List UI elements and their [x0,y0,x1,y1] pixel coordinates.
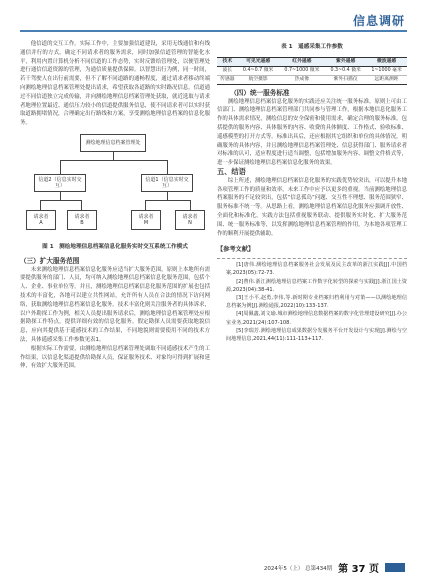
center-box: 测绘地理信息档案管理处 [80,134,146,152]
reference-item: [4]周佩鑫,刘文瑜.城市测绘地理信息数据档案的数字化管理建设研究[J].办公室业务,2021(24):107-108. [226,311,407,326]
connector [145,200,191,201]
requester-label: 请求者 [33,213,49,220]
paragraph: 综上所述，测绘地理信息档案信息化服务的实践优势较突出，可以提升本地各项管理工作的质量和效率，未来工作中应予以更多的重视。当前测绘地理信息档案服务的不足较突出，包括“信息孤岛”问题、交互性不理想、服务范围狭窄、服务标准不统一等。从思路上看，测绘地理信息档案信息化服务应强调开放性、全面化和标准化，实践方法包括重视服务联动、提供服务实时化、扩大服务范围、统一服务标准等，以发挥测绘地理信息档案管理的作用，为本地各项管理工作的顺利开展提供辅助。 [217,177,407,237]
paragraph: 未来测绘地理信息档案信息化服务应适当扩大服务范围，原则上本地所有需要提供服务的部门、人员，均可纳入测绘地理信息档案信息化服务范围，包括个人、企业、事业单位等。并且，测绘地理信息档案信息化服务范围的扩展也包括技术的丰富化，各地可以建立共性网站，允许所有人员在合法的情况下访问网络，获取测绘地理信息档案信息化服务。技术丰富化则关注服务者的具体诉求，以户外勘探工作为例，相关人员提出服务请求后，测绘地理信息档案管理处应根据勘探工作特点，提供详细有效的信息化服务。假定勘探人员需要获取地貌信息，应向其提供基于遥感技术的工作结果，不同地貌则需要使用不同的技术方法，具体遥感采集工作参数见表1。 [20,266,210,343]
reference-item: [5]李瑞芳.测绘地理信息成果数据分发服务平台开发设计与实现[J].测绘与空间地理信息,2021,44(11):111-113+117. [226,327,407,342]
references-title: 【参考文献】 [217,246,255,254]
table-header: 技术 [217,57,238,66]
reference-item: [3]王小平,赵勇,李伟,等.新时期专业档案归档利用与对策——以测绘地理信息档案为例[J].测绘通报,2022(10):133-137. [226,294,407,310]
page-number: 第 37 页 [338,564,379,575]
connector [60,192,61,200]
table-cell: 传感器 [217,75,238,84]
connector [40,200,82,201]
table-header: 微波遥感 [366,57,407,66]
connector [145,200,146,210]
table-cell: 0.7~1000 微米 [279,66,326,75]
requester-label: 请求者 [138,213,154,220]
subheading: （四）统一服务标准 [230,88,290,97]
connector [60,160,61,174]
paragraph: 根据实际工作需要，由测绘地理信息档案管理处调取不同遥感技术产生的工作结果，以信息化渠道提供给勘探人员，保证服务技术、对象均可得到扩展和延伸，有效扩大服务范围。 [20,345,210,370]
requester-letter: N [188,219,192,226]
figure-caption: 图 1 测绘地理信息档案信息化服务实时交互系统工作模式 [42,243,188,250]
header-rule [20,30,407,32]
connector [167,160,168,174]
table-cell: 热成像 [279,75,326,84]
table-cell: 0.3~0.4 微米 [325,66,366,75]
connector [167,192,168,200]
requester-label: 请求者 [182,213,198,220]
table-cell: 远距离测距 [366,75,407,84]
table-header: 紫外遥感 [325,57,366,66]
table-cell: 紫外扫描仪 [325,75,366,84]
table-header: 可见光遥感 [238,57,279,66]
connector [190,200,191,210]
connector [81,200,82,210]
requester-letter: B [80,219,84,226]
connector [60,160,168,161]
right-column [217,40,407,343]
table-header: 红外遥感 [279,57,326,66]
connector [40,200,41,210]
table-cell: 1~1000 毫米 [366,66,407,75]
paragraph: 测绘地理信息档案信息化服务的实践还应关注统一服务标准。原则上可由工信部门、测绘地理信息档案管理部门共同参与管理工作，根据本地信息化服务工作的具体需求情况，测绘信息的安全保密和使用需求，确定合理的服务标准。包括提供的服务内容、具体服务的内容、收费的具体额度、工作格式、验收标准、遥感模型的打开方式等。标准出具后，还应根据其它组织和单位的具体情况，明确服务的具体内容，并且测绘地理信息档案管理处、信息获得部门、服务请求者对标准的认可，适应程度进行适当调整，包括增加服务内容、调整文件格式等，进一步保证测绘地理信息档案信息化服务的效果。 [217,98,407,167]
section-heading: 五、结语 [217,166,246,176]
requester-letter: M [143,219,149,226]
connector [113,152,114,160]
table-cell: 波长 [217,66,238,75]
requester-box [131,210,161,230]
parameter-table [217,57,407,85]
paragraph: 他信道的交互工作。实际工作中，主要加强信道建设，采用无线通信和有线通信并行的方式，确定不同请求者的服务需求，同时加强信道管理的智能化水平，利用内置计算机分析不同信道的工作态势，实时反馈给管理处，以便管理处进行通信信道资源的管理，为通信质量提供保障。以智慧出行为例，同一时间，若干驾驶人在出行前需要，但不了解不同道路的通畅程度，通过请求者移动终端向测绘地理信息档案管理处提出请求，希望获取各道路的实时路况信息。信道通过不同信道独立完成传输，并向测绘地理信息档案管理处获取，就近选取与请求者地理位置最近、通信压力较小的信道提供服务信息，使不同请求者可以实时获取道路拥堵情况，合理确定出行路线和方案，享受测绘地理信息档案的信息化服务。 [20,41,210,127]
requester-label: 请求者 [74,213,90,220]
requester-letter: A [39,219,43,226]
figure-diagram [20,132,210,240]
requester-box [175,210,205,230]
table-row [217,75,407,84]
requester-box [26,210,56,230]
table-row [217,66,407,75]
table-cell: 航空摄影 [238,75,279,84]
issue-info: 2024年5（上） 总第434期 [263,565,333,572]
section-title: 信息调研 [352,14,405,28]
page-footer [264,560,405,575]
reference-item: [2]曹伟.浙江测绘地理信息档案工作数字化转型的探索与实践[J].浙江国土资源,2023(04):38-41. [226,278,407,293]
reference-item: [1]唐伟.测绘地理信息档案服务社会发展及民主改革的浙江实践[J].中国档案,2023(05):72-73. [226,262,407,277]
left-column [20,40,210,371]
subheading: （三）扩大服务范围 [20,256,80,265]
requester-box [67,210,97,230]
references-list [217,258,407,343]
footer-bar [385,563,405,572]
channel-box: 信道2（信息实时交互） [34,174,86,192]
table-cell: 0.4~0.7 微米 [238,66,279,75]
table-title: 表 1 遥感采集工作参数 [281,44,343,50]
channel-box: 信道1（信息实时交互） [141,174,193,192]
